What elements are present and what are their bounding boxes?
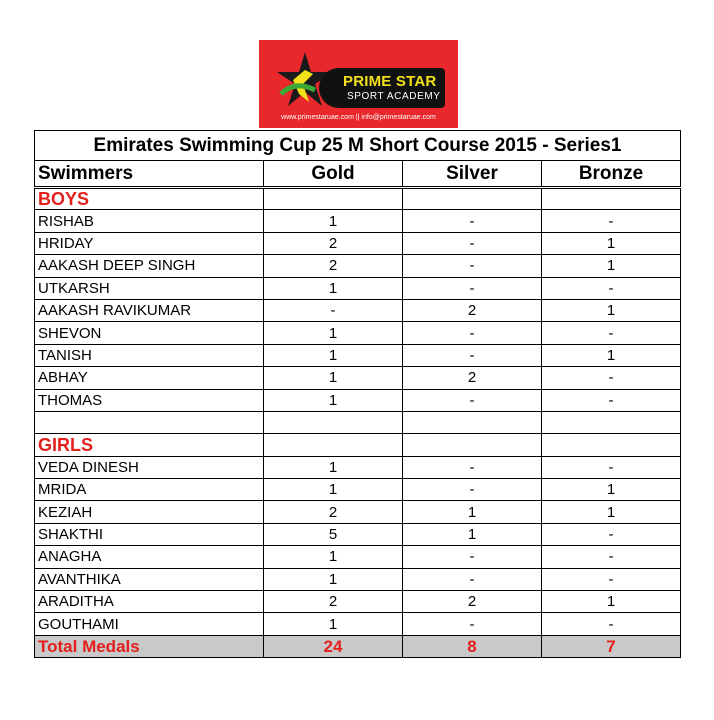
silver-count: 1: [403, 501, 542, 523]
total-silver: 8: [403, 635, 542, 657]
logo-title: PRIME STAR: [343, 73, 437, 90]
total-bronze: 7: [542, 635, 681, 657]
silver-count: -: [403, 277, 542, 299]
table-row: [35, 210, 681, 232]
swimmer-name: ABHAY: [35, 367, 264, 389]
swimmer-name: SHEVON: [35, 322, 264, 344]
header-row: [35, 161, 681, 188]
prime-star-logo: [259, 40, 458, 128]
silver-count: -: [403, 546, 542, 568]
gold-count: 1: [264, 277, 403, 299]
table-row: [35, 501, 681, 523]
medal-table: [34, 130, 681, 658]
bronze-count: 1: [542, 255, 681, 277]
swimmer-name: AAKASH DEEP SINGH: [35, 255, 264, 277]
table-row: [35, 344, 681, 366]
gold-count: 1: [264, 210, 403, 232]
swimmer-name: MRIDA: [35, 479, 264, 501]
table-row: [35, 479, 681, 501]
table-row: [35, 299, 681, 321]
table-row: [35, 277, 681, 299]
total-gold: 24: [264, 635, 403, 657]
swimmer-name: TANISH: [35, 344, 264, 366]
table-row: [35, 255, 681, 277]
bronze-count: -: [542, 456, 681, 478]
gold-count: 1: [264, 367, 403, 389]
silver-count: 2: [403, 367, 542, 389]
gold-count: 1: [264, 389, 403, 411]
bronze-count: -: [542, 546, 681, 568]
table-row: [35, 591, 681, 613]
bronze-count: -: [542, 322, 681, 344]
table-row: [35, 389, 681, 411]
silver-count: -: [403, 456, 542, 478]
swimmer-name: ARADITHA: [35, 591, 264, 613]
silver-count: -: [403, 568, 542, 590]
bronze-count: -: [542, 613, 681, 635]
table-row: [35, 613, 681, 635]
gold-count: 1: [264, 344, 403, 366]
logo-contact: www.primestaruae.com || info@primestaruae.com: [281, 114, 436, 121]
gold-count: 1: [264, 479, 403, 501]
swimmer-name: GOUTHAMI: [35, 613, 264, 635]
swimmer-name: RISHAB: [35, 210, 264, 232]
table-row: [35, 523, 681, 545]
silver-count: -: [403, 613, 542, 635]
swimmer-name: AVANTHIKA: [35, 568, 264, 590]
table-row: [35, 322, 681, 344]
gold-count: 1: [264, 456, 403, 478]
table-title: Emirates Swimming Cup 25 M Short Course 2015 - Series1: [35, 131, 681, 161]
swimmer-name: ANAGHA: [35, 546, 264, 568]
bronze-count: 1: [542, 299, 681, 321]
gold-count: -: [264, 299, 403, 321]
silver-count: -: [403, 344, 542, 366]
swimmer-name: SHAKTHI: [35, 523, 264, 545]
gold-count: 2: [264, 591, 403, 613]
table-row: [35, 546, 681, 568]
bronze-count: 1: [542, 479, 681, 501]
silver-count: -: [403, 232, 542, 254]
table-row: [35, 367, 681, 389]
silver-count: 1: [403, 523, 542, 545]
header-silver: Silver: [403, 161, 542, 188]
total-row: [35, 635, 681, 657]
silver-count: -: [403, 479, 542, 501]
gold-count: 2: [264, 255, 403, 277]
logo-subtitle: SPORT ACADEMY: [347, 91, 441, 102]
bronze-count: 1: [542, 501, 681, 523]
bronze-count: -: [542, 568, 681, 590]
spacer-row: [35, 411, 681, 433]
silver-count: -: [403, 255, 542, 277]
gold-count: 1: [264, 568, 403, 590]
gold-count: 1: [264, 613, 403, 635]
gold-count: 2: [264, 232, 403, 254]
boys-section-label: BOYS: [35, 188, 264, 210]
bronze-count: -: [542, 389, 681, 411]
boys-section-row: [35, 188, 681, 210]
bronze-count: -: [542, 277, 681, 299]
swimmer-name: UTKARSH: [35, 277, 264, 299]
silver-count: 2: [403, 299, 542, 321]
gold-count: 2: [264, 501, 403, 523]
swimmer-name: HRIDAY: [35, 232, 264, 254]
girls-section-label: GIRLS: [35, 434, 264, 456]
total-label: Total Medals: [35, 635, 264, 657]
girls-section-row: [35, 434, 681, 456]
gold-count: 5: [264, 523, 403, 545]
silver-count: 2: [403, 591, 542, 613]
gold-count: 1: [264, 322, 403, 344]
bronze-count: 1: [542, 591, 681, 613]
table-row: [35, 456, 681, 478]
header-gold: Gold: [264, 161, 403, 188]
silver-count: -: [403, 322, 542, 344]
swimmer-name: VEDA DINESH: [35, 456, 264, 478]
swimmer-name: THOMAS: [35, 389, 264, 411]
bronze-count: -: [542, 523, 681, 545]
bronze-count: -: [542, 367, 681, 389]
gold-count: 1: [264, 546, 403, 568]
swimmer-name: KEZIAH: [35, 501, 264, 523]
silver-count: -: [403, 210, 542, 232]
table-row: [35, 232, 681, 254]
title-row: [35, 131, 681, 161]
swimmer-name: AAKASH RAVIKUMAR: [35, 299, 264, 321]
header-swimmers: Swimmers: [35, 161, 264, 188]
bronze-count: -: [542, 210, 681, 232]
table-row: [35, 568, 681, 590]
bronze-count: 1: [542, 344, 681, 366]
silver-count: -: [403, 389, 542, 411]
bronze-count: 1: [542, 232, 681, 254]
header-bronze: Bronze: [542, 161, 681, 188]
